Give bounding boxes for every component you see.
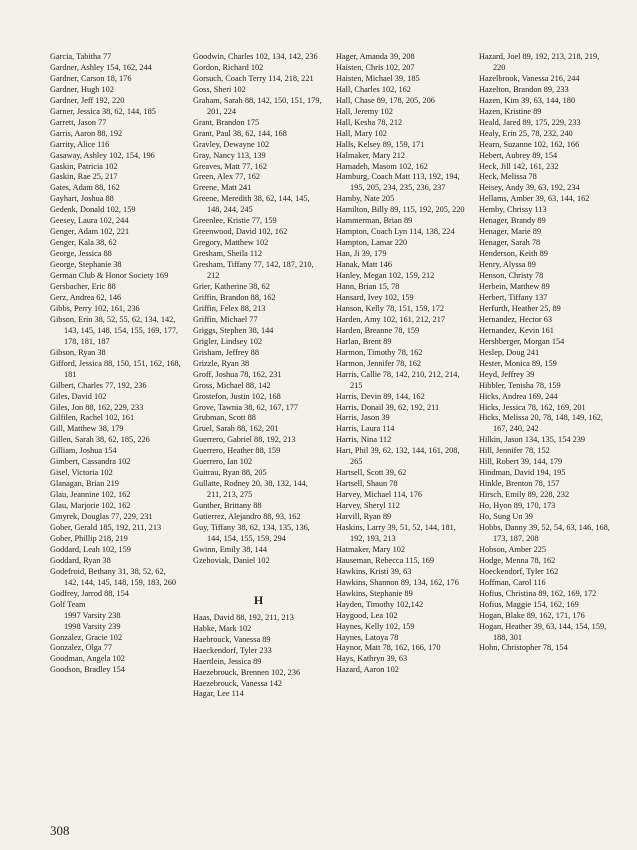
index-entry: Gonzalez, Olga 77: [50, 643, 112, 653]
index-entry: Goodson, Bradley 154: [50, 665, 125, 675]
index-entry: Haynor, Matt 78, 162, 166, 170: [336, 643, 441, 653]
index-entry: Gerz, Andrea 62, 146: [50, 292, 122, 302]
page-number: 308: [50, 823, 70, 838]
index-entry: Giles, David 102: [50, 391, 107, 401]
index-entry: Harris, Callie 78, 142, 210, 212, 214, 215: [336, 369, 460, 390]
index-entry: Hazen, Kristine 89: [479, 106, 542, 116]
index-entry: Hanley, Megan 102, 159, 212: [336, 271, 435, 281]
index-entry: Hager, Amanda 39, 208: [336, 52, 415, 61]
index-entry: Hoeckendorf, Tyler 162: [479, 566, 559, 576]
index-entry: Hazen, Kim 39, 63, 144, 180: [479, 95, 576, 105]
index-entry: Hill, Robert 39, 144, 179: [479, 457, 563, 467]
index-entry: Hearn, Suzanne 102, 162, 166: [479, 139, 580, 149]
index-entry: Guy, Tiffany 38, 62, 134, 135, 136, 144, 154, 155, 159, 294: [193, 522, 310, 543]
index-entry: Greenwood, David 102, 162: [193, 227, 288, 237]
index-entry: Greenlee, Kristie 77, 159: [193, 216, 277, 226]
index-entry: Harden, Breanne 78, 159: [336, 325, 420, 335]
index-entry: Gmyrek, Douglas 77, 229, 231: [50, 512, 153, 522]
index-entry: Grigler, Lindsey 102: [193, 336, 263, 346]
index-entry: Genger, Adam 102, 221: [50, 227, 130, 237]
index-entry: Guerrero, Ian 102: [193, 457, 253, 467]
index-entry: Henager, Brandy 89: [479, 216, 546, 226]
index-entry: Grizzle, Ryan 38: [193, 358, 250, 368]
index-entry: Hartsell, Shaun 78: [336, 479, 398, 489]
index-entry: Haskins, Larry 39, 51, 52, 144, 181, 192, 193, 213: [336, 522, 456, 543]
index-entry: Ho, Hyon 89, 170, 173: [479, 501, 556, 511]
index-entry: Hibbler, Tenisha 78, 159: [479, 380, 561, 390]
index-entry: Gisel, Victoria 102: [50, 468, 113, 478]
index-entry: Hilkin, Jason 134, 135, 154 239: [479, 435, 586, 445]
index-entry: Gibson, Ryan 38: [50, 347, 106, 357]
index-entry: German Club & Honor Society 169: [50, 271, 169, 281]
index-entry: Hayden, Timothy 102,142: [336, 599, 424, 609]
index-entry: Hamby, Nate 205: [336, 194, 395, 204]
index-entry: Grostefon, Justin 102, 168: [193, 391, 281, 401]
index-entry: Hays, Kathryn 39, 63: [336, 654, 408, 664]
index-entry: Glau, Marjorie 102, 162: [50, 501, 131, 511]
index-entry: Healy, Erin 25, 78, 232, 240: [479, 128, 573, 138]
index-entry: Gresham, Sheila 112: [193, 249, 263, 259]
index-entry: Goddard, Ryan 38: [50, 555, 111, 565]
index-entry: Harris, Jason 39: [336, 413, 390, 423]
index-entry: Hill, Jennifer 78, 152: [479, 446, 550, 456]
index-entry: Gunther, Brittany 88: [193, 501, 262, 511]
index-entry: Glanagan, Brian 219: [50, 479, 119, 489]
index-entry: Herbert, Tiffany 137: [479, 292, 548, 302]
index-entry: Henson, Christy 78: [479, 271, 544, 281]
index-entry: 1997 Varsity 238: [64, 610, 121, 620]
index-entry: Gordon, Richard 102: [193, 62, 264, 72]
index-entry: Hammerman, Brian 89: [336, 216, 413, 226]
index-entry: Hodge, Menna 78, 162: [479, 555, 556, 565]
index-entry: Geesey, Laura 102, 244: [50, 216, 129, 226]
index-entry: Guerrero, Heather 88, 159: [193, 446, 281, 456]
index-entry: Gardner, Hugh 102: [50, 84, 114, 94]
index-column-1: [50, 52, 181, 812]
index-entry: Haas, David 88, 192, 211, 213: [193, 612, 294, 622]
index-entry: Grove, Tawnia 38, 62, 167, 177: [193, 402, 299, 412]
index-entry: Habke, Mark 102: [193, 623, 252, 633]
index-entry: Hernandez, Kevin 161: [479, 325, 554, 335]
index-entry: Greaves, Matt 77, 162: [193, 161, 267, 171]
index-entry: Gray, Nancy 113, 139: [193, 150, 266, 160]
index-entry: Hobson, Amber 225: [479, 544, 547, 554]
index-entry: Haertlein, Jessica 89: [193, 656, 262, 666]
index-entry: Goddard, Leah 102, 159: [50, 544, 131, 554]
index-entry: Hagar, Lee 114: [193, 689, 244, 699]
index-entry: Hohn, Christopher 78, 154: [479, 643, 568, 653]
index-entry: Golf Team: [50, 599, 86, 609]
index-entry: Godfrey, Jarrod 88, 154: [50, 588, 129, 598]
index-entry: Gifford, Jessica 88, 150, 151, 162, 168, 181: [50, 358, 181, 379]
index-entry: Hart, Phil 39, 62, 132, 144, 161, 208, 265: [336, 446, 460, 467]
index-entry: Hazard, Aaron 102: [336, 665, 399, 675]
index-entry: Hicks, Melissa 20, 78, 148, 149, 162, 167, 240, 242: [479, 413, 603, 434]
index-entry: Hobbs, Danny 39, 52, 54, 63, 146, 168, 173, 187, 208: [479, 522, 610, 543]
index-entry: Guitrau, Ryan 88, 205: [193, 468, 267, 478]
index-entry: Haisten, Michael 39, 185: [336, 73, 420, 83]
index-entry: Goss, Sheri 102: [193, 84, 246, 94]
index-entry: Gregory, Matthew 102: [193, 238, 269, 248]
index-entry: Hamadeh, Masom 102, 162: [336, 161, 428, 171]
index-entry: Hogan, Blake 89, 162, 171, 176: [479, 610, 585, 620]
index-entry: Harmon, Timothy 78, 162: [336, 347, 423, 357]
index-entry: Gaskin, Rae 25, 217: [50, 172, 118, 182]
index-entry: Gaskin, Patricia 102: [50, 161, 118, 171]
index-entry: Heck, Melissa 78: [479, 172, 537, 182]
index-entry: Giles, Jon 88, 162, 229, 233: [50, 402, 144, 412]
index-entry: Guerrero, Gabriel 88, 192, 213: [193, 435, 296, 445]
index-entry: Harris, Donail 39, 62, 192, 211: [336, 402, 440, 412]
index-entry: Gardner, Ashley 154, 162, 244: [50, 62, 152, 72]
index-entry: Griggs, Stephen 38, 144: [193, 325, 274, 335]
index-entry: Harlan, Brent 89: [336, 336, 392, 346]
index-entry: Gilliam, Joshua 154: [50, 446, 117, 456]
index-entry: Heck, Jill 142, 161, 232: [479, 161, 559, 171]
index-entry: Grant, Brandon 175: [193, 117, 260, 127]
index-entry: Haisten, Chris 102, 207: [336, 62, 415, 72]
index-entry: Gober, Gerald 185, 192, 211, 213: [50, 522, 162, 532]
index-entry: Goodwin, Charles 102, 134, 142, 236: [193, 52, 318, 61]
index-entry: Hansard, Ivey 102, 159: [336, 292, 414, 302]
index-column-3: [336, 52, 467, 812]
index-entry: Garcia, Tabitha 77: [50, 52, 112, 61]
index-entry: Harvill, Ryan 89: [336, 512, 392, 522]
index-entry: Glau, Jeannine 102, 162: [50, 490, 131, 500]
index-entry: Hofius, Maggie 154, 162, 169: [479, 599, 579, 609]
index-entry: Hann, Brian 15, 78: [336, 282, 400, 292]
index-entry: Godefroid, Bethany 31, 38, 52, 62, 142, 144, 145, 148, 159, 183, 260: [50, 566, 177, 587]
index-entry: Halmaker, Mary 212: [336, 150, 406, 160]
index-entry: Halls, Kelsey 89, 159, 171: [336, 139, 425, 149]
index-entry: Haebrouck, Vanessa 89: [193, 634, 271, 644]
index-entry: Harvey, Michael 114, 176: [336, 490, 423, 500]
index-entry: Haezebrouck, Vanessa 142: [193, 678, 283, 688]
index-column-2: [193, 52, 324, 812]
index-entry: Gedenk, Donald 102, 159: [50, 205, 136, 215]
index-entry: Gross, Michael 88, 142: [193, 380, 271, 390]
index-entry: George, Stephanie 38: [50, 260, 122, 270]
index-entry: Hawkins, Kristi 39, 63: [336, 566, 412, 576]
index-entry: Hazelbrook, Vanessa 216, 244: [479, 73, 580, 83]
index-entry: Harris, Laura 114: [336, 424, 395, 434]
index-entry: Hall, Jeremy 102: [336, 106, 393, 116]
index-entry: Hoffman, Carol 116: [479, 577, 546, 587]
index-entry: Hinkle, Brenton 78, 157: [479, 479, 560, 489]
index-entry: Haynes, Latoya 78: [336, 632, 399, 642]
index-entry: Gimbert, Cassandra 102: [50, 457, 131, 467]
index-entry: Ho, Sung Un 39: [479, 512, 533, 522]
index-column-4: [479, 52, 610, 812]
index-entry: Haeckendorf, Tyler 233: [193, 645, 272, 655]
index-entry: Henager, Sarah 78: [479, 238, 541, 248]
index-entry: Gilbert, Charles 77, 192, 236: [50, 380, 147, 390]
index-entry: Gibbs, Perry 102, 161, 236: [50, 303, 140, 313]
index-entry: Graham, Sarah 88, 142, 150, 151, 179, 201, 224: [193, 95, 322, 116]
index-entry: Heald, Jared 89, 175, 229, 233: [479, 117, 581, 127]
index-entry: Hanson, Kelly 78, 151, 159, 172: [336, 303, 445, 313]
index-entry: Heisey, Andy 39, 63, 192, 234: [479, 183, 580, 193]
index-entry: Hampton, Lamar 220: [336, 238, 408, 248]
index-entry: Griffin, Felex 88, 213: [193, 303, 266, 313]
index-entry: Henager, Marie 89: [479, 227, 542, 237]
index-entry: Harvey, Sheryl 112: [336, 501, 400, 511]
index-entry: Gayhart, Joshua 88: [50, 194, 114, 204]
index-entry: Hernandez, Hector 63: [479, 314, 553, 324]
index-entry: Gill, Matthew 38, 179: [50, 424, 124, 434]
index-entry: Heslep, Doug 241: [479, 347, 540, 357]
index-entry: Griffin, Michael 77: [193, 314, 258, 324]
index-entry: Gravley, Dewayne 102: [193, 139, 270, 149]
index-entry: Hicks, Jessica 78, 162, 169, 201: [479, 402, 586, 412]
index-entry: Hofius, Christina 89, 162, 169, 172: [479, 588, 597, 598]
index-entry: Henry, Alyssa 89: [479, 260, 536, 270]
index-entry: Henderson, Keith 89: [479, 249, 548, 259]
index-entry: 1998 Varsity 239: [64, 621, 121, 631]
index-entry: Harmon, Jennifer 78, 162: [336, 358, 422, 368]
index-entry: Heyd, Jeffrey 39: [479, 369, 535, 379]
index-entry: Hindman, David 194, 195: [479, 468, 566, 478]
index-entry: Hall, Charles 102, 162: [336, 84, 411, 94]
index-entry: Hatmaker, Mary 102: [336, 544, 406, 554]
index-entry: Gutierrez, Alejandro 88, 93, 162: [193, 512, 301, 522]
index-entry: Gillen, Sarah 38, 62, 185, 226: [50, 435, 150, 445]
index-entry: Harris, Nina 112: [336, 435, 392, 445]
index-entry: Herbein, Matthew 89: [479, 282, 550, 292]
index-entry: Hamilton, Billy 89, 115, 192, 205, 220: [336, 205, 465, 215]
index-entry: Haygood, Lea 102: [336, 610, 398, 620]
index-entry: Hogan, Heather 39, 63, 144, 154, 159, 188, 301: [479, 621, 607, 642]
index-entry: Hamburg, Coach Matt 113, 192, 194, 195, 205, 234, 235, 236, 237: [336, 172, 460, 193]
index-entry: Grier, Katherine 38, 62: [193, 282, 270, 292]
index-entry: Greene, Matt 241: [193, 183, 252, 193]
index-entry: Greene, Meredith 38, 62, 144, 145, 148, 244, 245: [193, 194, 310, 215]
index-entry: Gates, Adam 88, 162: [50, 183, 120, 193]
index-entry: Grant, Paul 38, 62, 144, 168: [193, 128, 287, 138]
index-entry: Haynes, Kelly 102, 159: [336, 621, 415, 631]
index-entry: Haezebrouck, Brennen 102, 236: [193, 667, 301, 677]
index-entry: Hershberger, Morgan 154: [479, 336, 565, 346]
index-entry: Hicks, Andrea 169, 244: [479, 391, 558, 401]
index-entry: Harris, Devin 89, 144, 162: [336, 391, 425, 401]
index-entry: Groff, Joshua 78, 162, 231: [193, 369, 282, 379]
section-letter-h: H: [253, 592, 264, 607]
index-entry: Harden, Amy 102, 161, 212, 217: [336, 314, 446, 324]
index-entry: Gresham, Tiffany 77, 142, 187, 210, 212: [193, 260, 314, 281]
index-entry: Hazard, Joel 89, 192, 213, 218, 219, 220: [479, 52, 600, 72]
index-entry: Hall, Chase 89, 178, 205, 206: [336, 95, 435, 105]
index-entry: Gibson, Erin 38, 52, 55, 62, 134, 142, 143, 145, 148, 154, 155, 169, 177, 178, 181, 187: [50, 314, 179, 346]
index-entry: Gruel, Sarah 88, 162, 201: [193, 424, 279, 434]
index-entry: Hazelton, Brandon 89, 233: [479, 84, 569, 94]
index-entry: Hester, Monica 89, 159: [479, 358, 557, 368]
index-entry: Garrity, Alice 116: [50, 139, 110, 149]
index-entry: Gasaway, Ashley 102, 154, 196: [50, 150, 155, 160]
index-entry: Hartsell, Scott 39, 62: [336, 468, 407, 478]
index-entry: Genger, Kala 38, 62: [50, 238, 117, 248]
index-entry: Gullatte, Rodney 20, 38, 132, 144, 211, 213, 275: [193, 479, 308, 500]
index-entry: Grubman, Scott 88: [193, 413, 256, 423]
index-entry: Hall, Mary 102: [336, 128, 387, 138]
index-entry: Goodman, Angela 102: [50, 654, 125, 664]
index-entry: Hemby, Chrissy 113: [479, 205, 547, 215]
index-entry: Gardner, Jeff 192, 220: [50, 95, 125, 105]
index-entry: Hanak, Matt 146: [336, 260, 392, 270]
index-entry: Hebert, Aubrey 89, 154: [479, 150, 558, 160]
index-entry: George, Jessica 88: [50, 249, 112, 259]
index-entry: Hauseman, Rebecca 115, 169: [336, 555, 435, 565]
index-entry: Hall, Kesha 78, 212: [336, 117, 403, 127]
index-entry: Hawkins, Stephanie 89: [336, 588, 413, 598]
index-entry: Gardner, Carson 18, 176: [50, 73, 132, 83]
index-entry: Hirsch, Emily 89, 228, 232: [479, 490, 570, 500]
index-entry: Gonzalez, Gracie 102: [50, 632, 123, 642]
index-entry: Gwinn, Emily 38, 144: [193, 544, 267, 554]
index-entry: Han, Ji 39, 179: [336, 249, 387, 259]
index-entry: Gzehoviak, Daniel 102: [193, 555, 270, 565]
index-entry: Gorsuch, Coach Terry 114, 218, 221: [193, 73, 314, 83]
index-entry: Gilfilen, Rachel 102, 161: [50, 413, 135, 423]
index-entry: Garner, Jessica 38, 62, 144, 185: [50, 106, 156, 116]
index-entry: Grisham, Jeffrey 88: [193, 347, 259, 357]
index-entry: Hawkins, Shannon 89, 134, 162, 176: [336, 577, 459, 587]
index-entry: Griffin, Brandon 88, 162: [193, 292, 276, 302]
index-entry: Herfurth, Heather 25, 89: [479, 303, 561, 313]
index-entry: Gober, Phillip 218, 219: [50, 533, 128, 543]
index-entry: Hellams, Amber 39, 63, 144, 162: [479, 194, 590, 204]
index-columns: [50, 52, 610, 812]
index-entry: Gersbacher, Eric 88: [50, 282, 116, 292]
index-entry: Garrett, Jason 77: [50, 117, 107, 127]
index-entry: Garris, Aaron 88, 192: [50, 128, 123, 138]
index-entry: Green, Alex 77, 162: [193, 172, 261, 182]
index-entry: Hampton, Coach Lyn 114, 138, 224: [336, 227, 455, 237]
